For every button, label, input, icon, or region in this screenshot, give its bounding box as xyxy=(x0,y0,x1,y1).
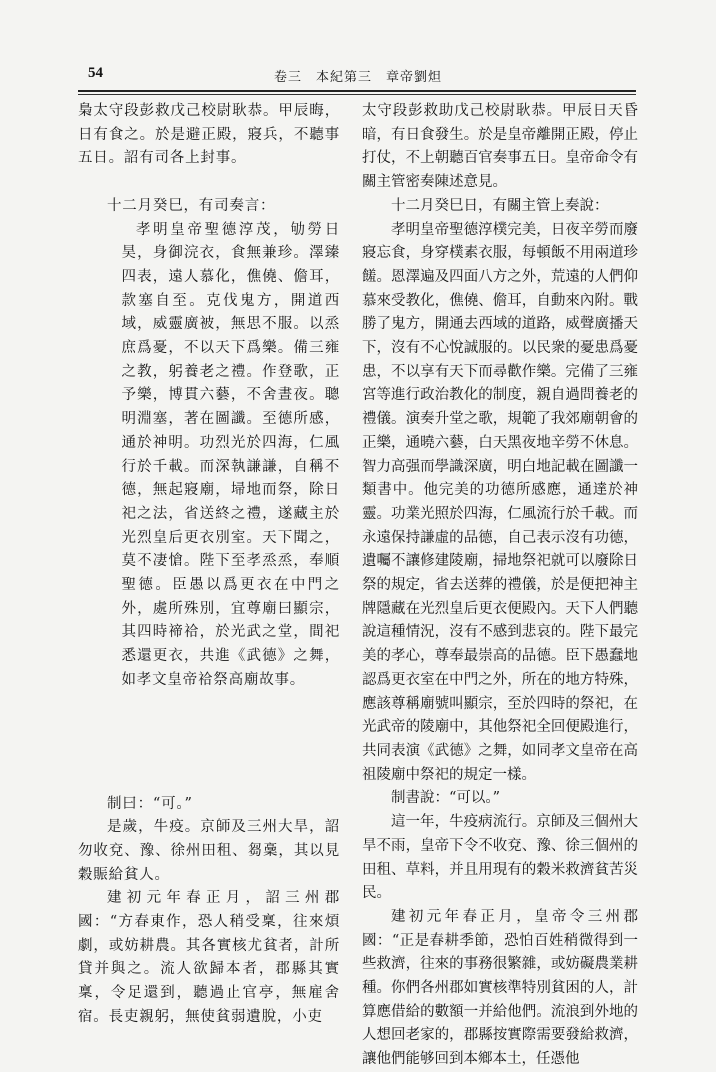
classical-memorial-body: 孝明皇帝聖德淳茂，劬勞日昊，身御浣衣，食無兼珍。澤臻四表，遠人慕化，僬僥、儋耳，款塞自至。克伐鬼方，開道西域，威靈廣被，無思不服。以烝庶爲憂，不以天下爲樂。備三雍之教，躬養老之禮。作登歌，正予樂，博貫六藝，不舍晝夜。聰明淵塞，著在圖讖。至德所感，通於神明。功烈光於四海，仁風行於千載。而深執謙謙，自稱不德，無起寢廟，埽地而祭，除日祀之法，省送終之禮，遂藏主於光烈皇后更衣別室。天下聞之，莫不凄愴。陛下至孝烝烝，奉順聖德。臣愚以爲更衣在中門之外，處所殊別，宜尊廟曰顯宗，其四時禘祫，於光武之堂，間祀悉還更衣，共進《武德》之舞，如孝文皇帝祫祭高廟故事。 xyxy=(121,221,340,688)
page-number: 54 xyxy=(88,65,103,81)
classical-paragraph-1: 梟太守段彭救戊己校尉耿恭。甲辰晦，日有食之。於是避正殿，寢兵，不聽事五日。詔有司各上封事。 xyxy=(78,103,340,167)
running-head: 卷三 本紀第三 章帝劉炟 xyxy=(273,70,442,85)
modern-paragraph-4: 這一年，牛疫病流行。京師及三個州大旱不雨，皇帝下令不收兗、豫、徐三個州的田租、草料，并且用現有的穀米救濟貧苦災民。 xyxy=(362,814,638,902)
modern-edict: 制書說：“可以。” xyxy=(391,790,501,807)
modern-paragraph-5: 建初元年春正月，皇帝令三州郡國：“正是春耕季節，恐怕百姓稍微得到一些救濟，往來的事務很繁雜，或妨礙農業耕種。你們各州郡如實核準特別貧困的人，計算應借給的數額一并給他們。流浪到外地的人想回老家的，郡縣按實際需要發給救濟，讓他們能够回到本鄉本土，任憑他 xyxy=(362,908,638,1068)
classical-edict: 制曰：“可。” xyxy=(107,795,193,812)
header-rule-thick xyxy=(78,90,636,92)
classical-text-column xyxy=(78,100,340,1030)
classical-memorial-intro: 十二月癸巳，有司奏言： xyxy=(107,197,276,214)
gap xyxy=(78,693,340,793)
modern-paragraph-1: 太守段彭救助戊己校尉耿恭。甲辰日天昏暗，有日食發生。於是皇帝離開正殿，停止打仗，不上朝聽百官奏事五日。皇帝命令有關主管密奏陳述意見。 xyxy=(362,103,638,191)
modern-memorial-intro: 十二月癸巳日，有關主管上奏說： xyxy=(391,197,609,214)
modern-translation-column xyxy=(362,100,638,1072)
page-header xyxy=(0,0,716,100)
classical-paragraph-4: 是歲，牛疫。京師及三州大旱，詔勿收兗、豫、徐州田租、芻稾，其以見穀賑給貧人。 xyxy=(78,819,340,883)
classical-paragraph-5: 建初元年春正月，詔三州郡國：“方春東作，恐人稍受稟，往來煩劇，或妨耕農。其各實核尤貧者，計所貸并與之。流人欲歸本者，郡縣其實稟，令足還到，聽過止官亭，無雇舍宿。長吏親躬，無使貧弱遺脫，小吏 xyxy=(78,890,340,1025)
modern-memorial-body: 孝明皇帝聖德淳樸完美，日夜辛勞而廢寢忘食，身穿樸素衣服，每頓飯不用兩道珍饈。恩澤遍及四面八方之外，荒遠的人們仰慕來受教化，僬僥、儋耳，自動來內附。戰勝了鬼方，開通去西域的道路，威聲廣播天下，沒有不心悅誠服的。以民衆的憂患爲憂患，不以享有天下而尋歡作樂。完備了三雍宮等進行政治教化的制度，親自過問養老的禮儀。演奏升堂之歌，規範了我郊廟朝會的正樂，通曉六藝，白天黑夜地辛勞不休息。智力高强而學識深廣，明白地記載在圖讖一類書中。他完美的功德所感應，通達於神靈。功業光照於四海，仁風流行於千載。而永遠保持謙虛的品德，自己表示沒有功德，遺囑不讓修建陵廟，掃地祭祀就可以廢除日祭的規定，省去送葬的禮儀，於是便把神主牌隱藏在光烈皇后更衣便殿內。天下人們聽說這種情況，沒有不感到悲哀的。陛下最完美的孝心，尊奉最崇高的品德。臣下愚蠢地認爲更衣室在中門之外，所在的地方特殊，應該尊稱廟號叫顯宗，至於四時的祭祀，在光武帝的陵廟中，其他祭祀全回便殿進行，共同表演《武德》之舞，如同孝文皇帝在高祖陵廟中祭祀的規定一樣。 xyxy=(362,221,638,783)
gap xyxy=(78,171,340,195)
header-rule-thin xyxy=(78,94,636,95)
